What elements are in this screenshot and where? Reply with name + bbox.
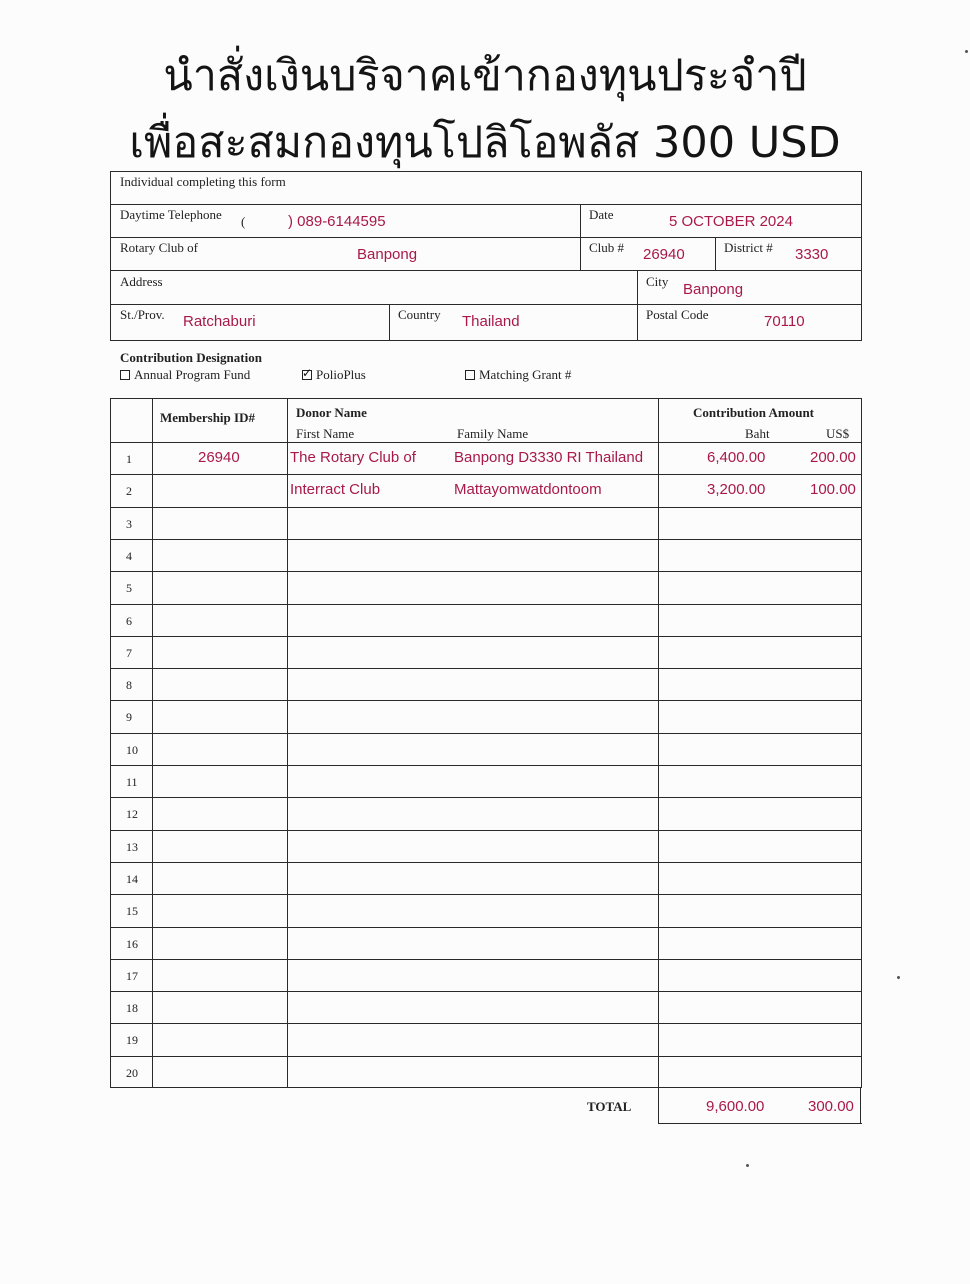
divider xyxy=(715,237,716,270)
club-label: Rotary Club of xyxy=(120,240,198,255)
date-label: Date xyxy=(589,207,614,222)
column-divider xyxy=(287,398,288,1088)
family-name-header: Family Name xyxy=(457,426,529,441)
column-divider xyxy=(152,398,153,1088)
row-divider xyxy=(110,700,862,701)
first-name-cell[interactable]: Interract Club xyxy=(290,481,381,499)
club-number-label: Club # xyxy=(589,240,625,255)
row-divider xyxy=(110,1023,862,1024)
row-divider xyxy=(110,1056,862,1057)
row-divider xyxy=(110,442,862,443)
row-number: 16 xyxy=(126,936,138,951)
scan-speck xyxy=(897,976,900,979)
annual-fund-checkbox[interactable] xyxy=(120,370,130,380)
divider xyxy=(110,270,862,271)
row-number: 7 xyxy=(126,645,132,660)
row-divider xyxy=(110,571,862,572)
club-value[interactable]: Banpong xyxy=(357,246,418,263)
row-divider xyxy=(110,894,862,895)
row-number: 20 xyxy=(126,1065,138,1080)
headline-line-2: เพื่อสะสมกองทุนโปลิโอพลัส 300 USD xyxy=(129,118,841,168)
row-divider xyxy=(110,539,862,540)
row-divider xyxy=(110,830,862,831)
polioplus-option[interactable] xyxy=(302,367,366,383)
row-number: 10 xyxy=(126,742,138,757)
row-divider xyxy=(110,797,862,798)
first-name-header: First Name xyxy=(296,426,355,441)
contribution-amount-header: Contribution Amount xyxy=(693,405,814,420)
baht-cell[interactable]: 6,400.00 xyxy=(707,449,766,466)
province-value[interactable]: Ratchaburi xyxy=(183,313,256,330)
usd-cell[interactable]: 100.00 xyxy=(810,481,856,499)
family-name-cell[interactable]: Banpong D3330 RI Thailand xyxy=(454,449,644,466)
divider xyxy=(110,204,862,205)
total-bottom-line xyxy=(658,1123,862,1124)
row-number: 1 xyxy=(126,452,132,466)
row-divider xyxy=(110,636,862,637)
phone-label: Daytime Telephone xyxy=(120,207,222,222)
row-divider xyxy=(110,507,862,508)
row-divider xyxy=(110,959,862,960)
country-value[interactable]: Thailand xyxy=(462,313,520,330)
country-label: Country xyxy=(398,307,441,322)
matching-grant-checkbox[interactable] xyxy=(465,370,475,380)
row-number: 15 xyxy=(126,904,138,919)
usd-header: US$ xyxy=(826,426,850,441)
address-label: Address xyxy=(120,274,163,289)
individual-label: Individual completing this form xyxy=(120,174,286,189)
divider xyxy=(389,304,390,341)
scan-speck xyxy=(965,50,968,53)
usd-cell[interactable]: 200.00 xyxy=(810,449,856,466)
donor-table xyxy=(110,398,862,1088)
row-divider xyxy=(110,604,862,605)
row-number: 13 xyxy=(126,839,138,854)
row-number: 11 xyxy=(126,775,138,789)
row-divider xyxy=(110,991,862,992)
row-number: 19 xyxy=(126,1033,138,1048)
scan-speck xyxy=(746,1164,749,1167)
row-divider xyxy=(110,862,862,863)
polioplus-checkbox[interactable] xyxy=(302,370,312,380)
divider xyxy=(110,304,862,305)
postal-code-label: Postal Code xyxy=(646,307,709,322)
district-value[interactable]: 3330 xyxy=(795,246,829,263)
city-value[interactable]: Banpong xyxy=(683,281,744,298)
matching-grant-label: Matching Grant # xyxy=(479,367,572,382)
date-value[interactable]: 5 OCTOBER 2024 xyxy=(669,213,793,230)
postal-code-value[interactable]: 70110 xyxy=(764,313,805,330)
membership-id-cell[interactable]: 26940 xyxy=(198,449,240,466)
phone-value[interactable]: ) 089-6144595 xyxy=(288,213,386,230)
row-divider xyxy=(110,474,862,475)
matching-grant-option[interactable] xyxy=(465,367,571,383)
row-number: 4 xyxy=(126,548,132,563)
polioplus-label: PolioPlus xyxy=(316,367,366,382)
divider xyxy=(637,270,638,341)
row-number: 14 xyxy=(126,871,138,886)
row-number: 18 xyxy=(126,1001,138,1016)
first-name-cell[interactable]: The Rotary Club of xyxy=(290,449,416,466)
family-name-cell[interactable]: Mattayomwatdontoom xyxy=(454,481,602,499)
total-right-line xyxy=(860,1088,861,1123)
phone-paren: ( xyxy=(241,214,246,229)
divider xyxy=(110,237,862,238)
row-number: 9 xyxy=(126,710,132,725)
row-divider xyxy=(110,668,862,669)
divider xyxy=(580,204,581,270)
row-divider xyxy=(110,733,862,734)
row-number: 17 xyxy=(126,968,138,983)
club-number-value[interactable]: 26940 xyxy=(643,246,685,263)
district-label: District # xyxy=(724,240,773,255)
donor-name-header: Donor Name xyxy=(296,405,367,420)
row-number: 2 xyxy=(126,484,132,499)
row-number: 3 xyxy=(126,516,132,531)
province-label: St./Prov. xyxy=(120,307,165,322)
baht-header: Baht xyxy=(745,426,770,441)
baht-cell[interactable]: 3,200.00 xyxy=(707,481,766,499)
total-usd-value: 300.00 xyxy=(808,1098,854,1115)
membership-id-header: Membership ID# xyxy=(160,410,255,425)
row-number: 8 xyxy=(126,678,132,693)
total-label: TOTAL xyxy=(587,1099,632,1114)
row-number: 12 xyxy=(126,807,138,822)
annual-program-fund-option[interactable] xyxy=(120,367,250,383)
row-number: 5 xyxy=(126,581,132,596)
headline-line-1: นำสั่งเงินบริจาคเข้ากองทุนประจำปี xyxy=(163,51,807,101)
row-divider xyxy=(110,927,862,928)
city-label: City xyxy=(646,274,669,289)
row-divider xyxy=(110,765,862,766)
annual-fund-label: Annual Program Fund xyxy=(134,367,251,382)
designation-title: Contribution Designation xyxy=(120,350,262,365)
row-number: 6 xyxy=(126,613,132,628)
total-baht-value: 9,600.00 xyxy=(706,1098,765,1115)
